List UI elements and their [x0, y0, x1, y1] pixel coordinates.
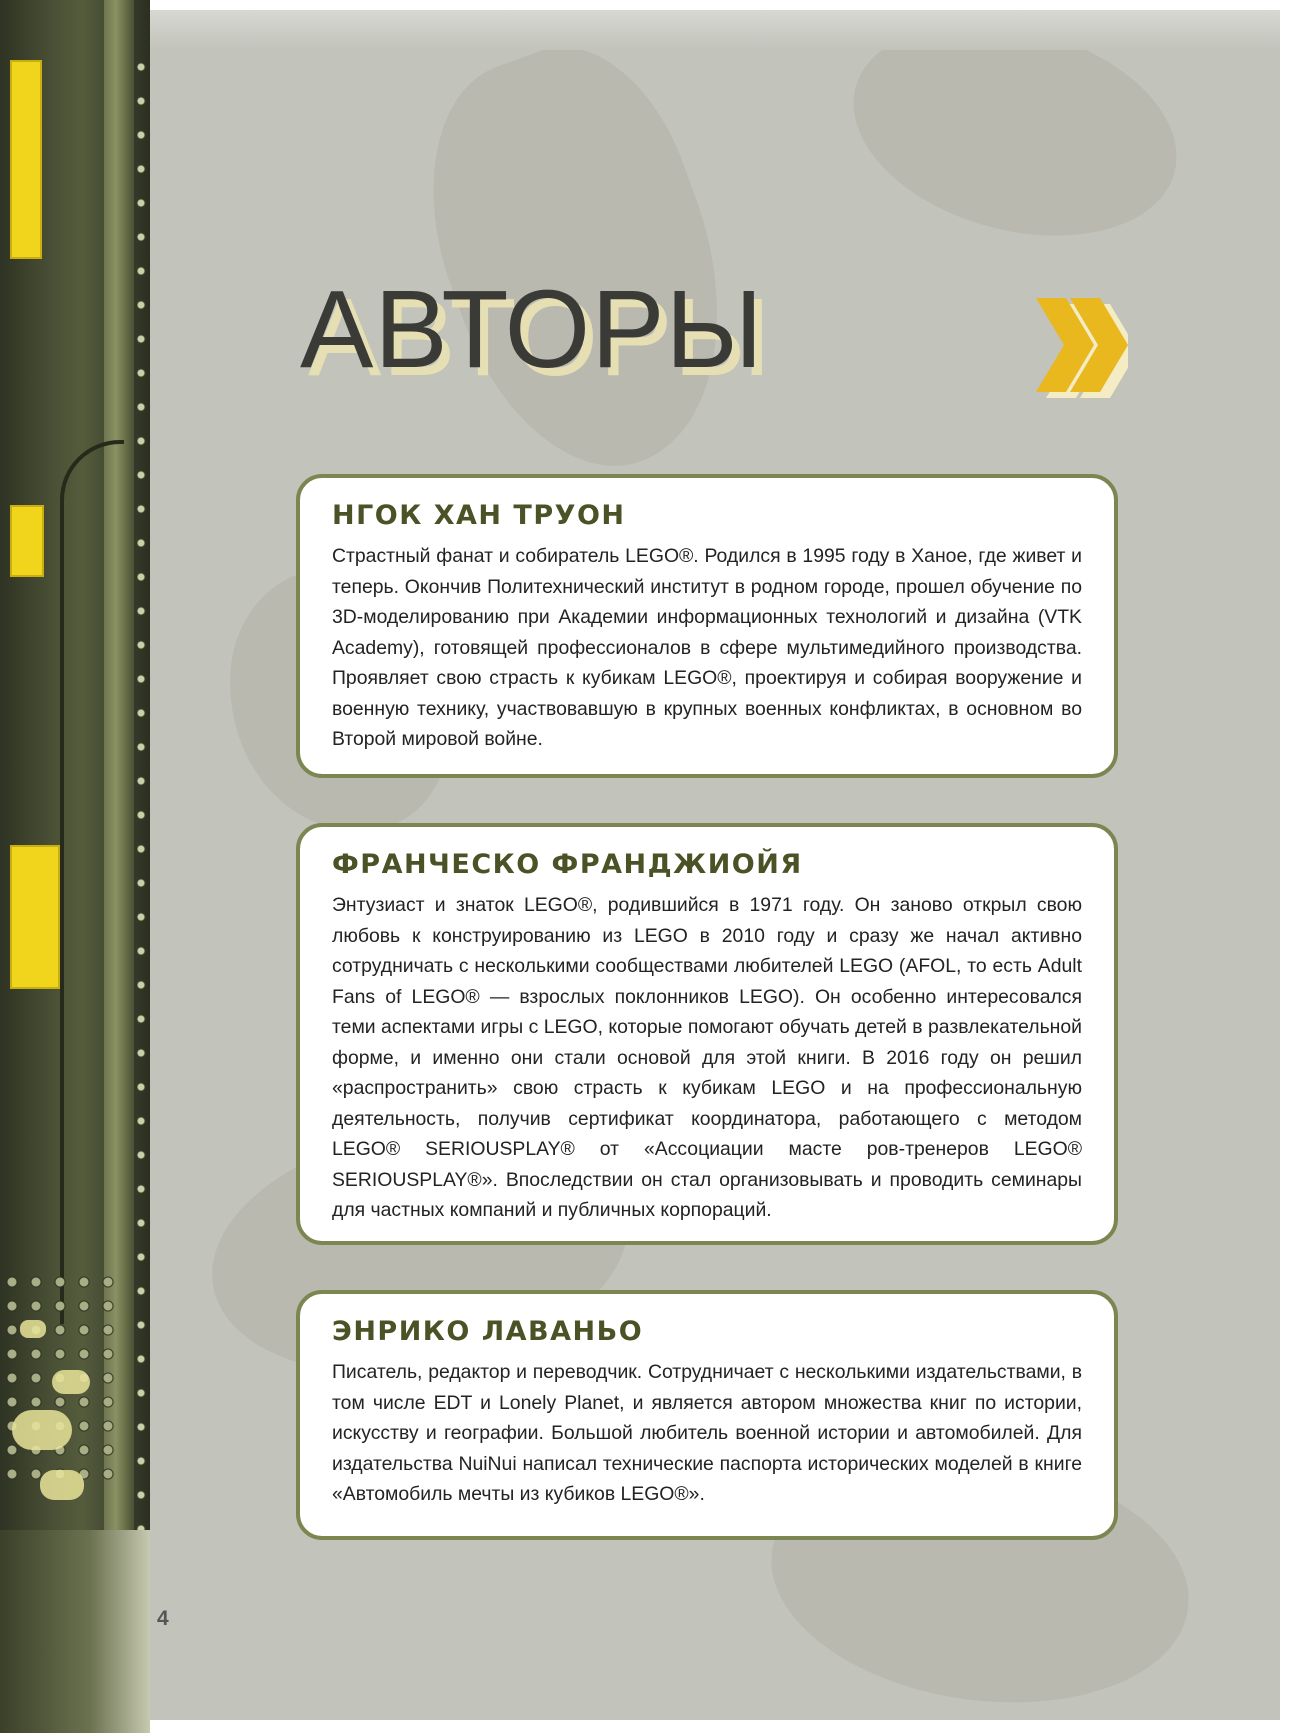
panel-edge: [60, 440, 124, 1324]
yellow-marking: [10, 60, 42, 259]
top-band: [150, 10, 1280, 50]
paint-chip: [12, 1410, 72, 1450]
author-bio: Страстный фанат и собиратель LEGO®. Родился в 1995 году в Ханое, где живет и теперь. Окончив Политехнический институт в родном городе, прошел обучение по 3D-моделированию при Академии информационных технологий и дизайна (VTK Academy), готовящей профессионалов в сфере мультимедийного производства. Проявляет свою страсть к кубикам LEGO®, проектируя и собирая вооружение и военную технику, участвовавшую в крупных военных конфликтах, в основном во Второй мировой войне.: [332, 545, 1082, 750]
author-card: [296, 474, 1118, 778]
author-card: [296, 823, 1118, 1245]
metal-bottom-strip: [0, 1530, 150, 1733]
paint-chip: [40, 1470, 84, 1500]
double-chevron-right-icon: [1028, 290, 1128, 400]
author-bio: Энтузиаст и знаток LEGO®, родившийся в 1971 году. Он заново открыл свою любовь к конструированию из LEGO в 2010 году и сразу же начал активно сотрудничать с несколькими сообществами любителей LEGO (AFOL, то есть Adult Fans of LEGO® — взрослых поклонников LEGO). Он особенно интересовался теми аспектами игры с LEGO, которые помогают обучать детей в развлекательной форме, и именно они стали основой для этой книги. В 2016 году он решил «распространить» свою страсть к кубикам LEGO и на профессиональную деятельность, получив сертификат координатора, работающего с методом LEGO® SERIOUSPLAY® от «Ассоциации масте ров-тренеров LEGO® SERIOUSPLAY®». Впоследствии он стал организовывать и проводить семинары для частных компаний и публичных корпораций.: [332, 894, 1082, 1221]
author-name: ФРАНЧЕСКО ФРАНДЖИОЙЯ: [332, 849, 803, 880]
author-name: НГОК ХАН ТРУОН: [332, 500, 626, 531]
page-title: АВТОРЫ: [300, 268, 764, 391]
yellow-marking: [10, 505, 44, 577]
page-number: 4: [157, 1607, 169, 1630]
paint-chip: [20, 1320, 46, 1338]
paint-chip: [52, 1370, 90, 1394]
metal-panel-decoration: [0, 0, 150, 1733]
yellow-marking: [10, 845, 60, 989]
author-bio: Писатель, редактор и переводчик. Сотрудничает с несколькими издательствами, в том числе EDT и Lonely Planet, и является автором множества книг по истории, искусству и географии. Большой любитель военной истории и автомобилей. Для издательства NuiNui написал технические паспорта исторических моделей в книге «Автомобиль мечты из кубиков LEGO®».: [332, 1361, 1082, 1505]
camo-shape: [386, 18, 774, 502]
rivet-column: [134, 50, 148, 1570]
author-name: ЭНРИКО ЛАВАНЬО: [332, 1316, 644, 1347]
author-card: [296, 1290, 1118, 1540]
